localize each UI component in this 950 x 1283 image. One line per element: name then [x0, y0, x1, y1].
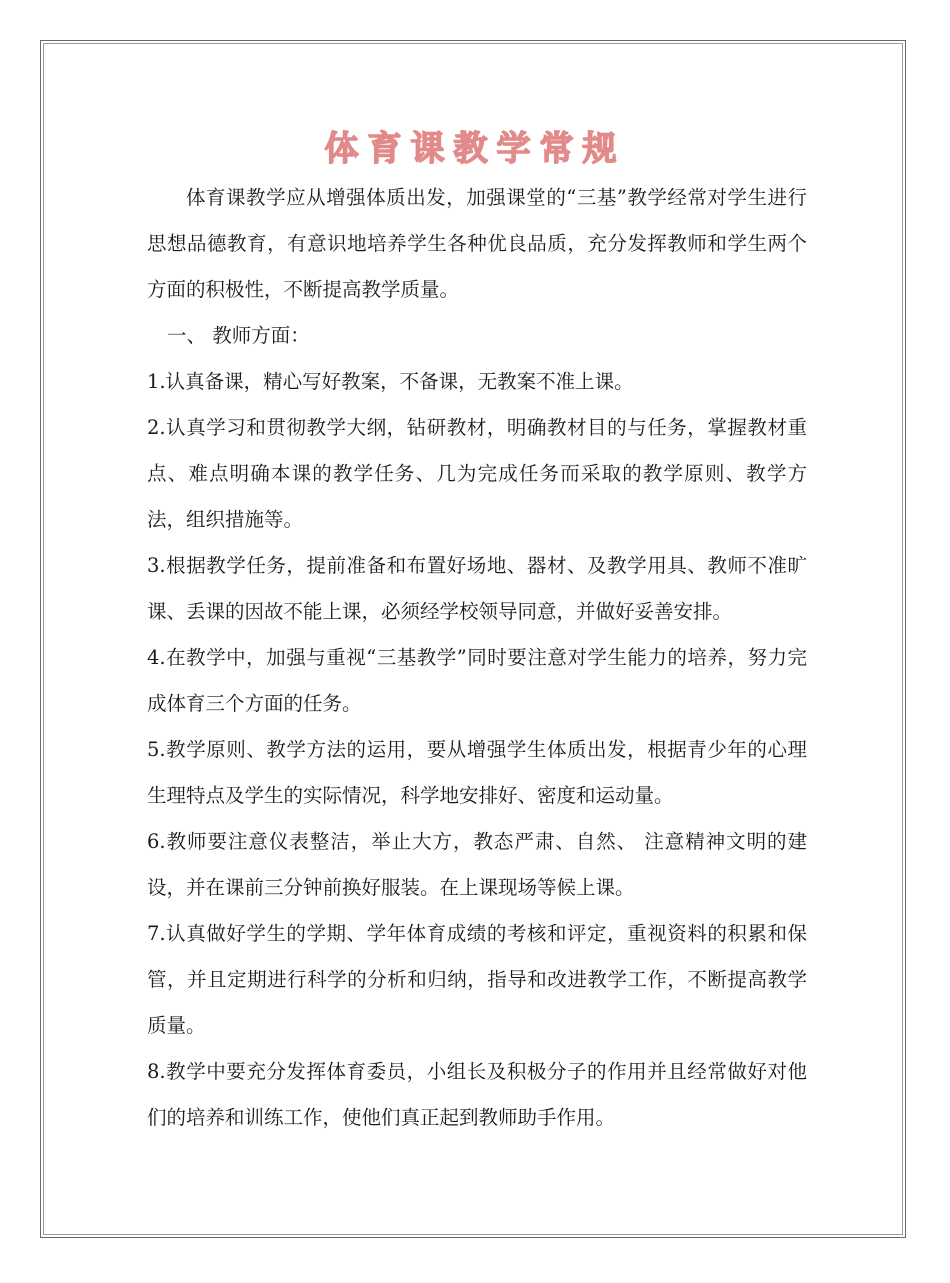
intro-paragraph: 体育课教学应从增强体质出发，加强课堂的“三基”教学经常对学生进行思想品德教育，有意识地培养学生各种优良品质，充分发挥教师和学生两个方面的积极性，不断提高教学质量。 — [147, 186, 807, 301]
document-body — [147, 175, 807, 1141]
list-item: 3.根据教学任务，提前准备和布置好场地、器材、及教学用具、教师不准旷课、丢课的因故不能上课，必须经学校领导同意，并做好妥善安排。 — [147, 554, 807, 623]
list-item: 1.认真备课，精心写好教案，不备课，无教案不准上课。 — [147, 370, 634, 393]
list-item: 4.在教学中，加强与重视“三基教学”同时要注意对学生能力的培养，努力完成体育三个方面的任务。 — [147, 646, 807, 715]
list-item: 6.教师要注意仪表整洁，举止大方，教态严肃、自然、 注意精神文明的建设，并在课前三分钟前换好服装。在上课现场等候上课。 — [147, 830, 807, 899]
list-item: 7.认真做好学生的学期、学年体育成绩的考核和评定，重视资料的积累和保管，并且定期进行科学的分析和归纳，指导和改进教学工作，不断提高教学质量。 — [147, 922, 807, 1037]
document-title: 体育课教学常规 — [324, 129, 626, 169]
section-heading: 一、 教师方面： — [167, 324, 310, 347]
list-item: 5.教学原则、教学方法的运用，要从增强学生体质出发，根据青少年的心理生理特点及学生的实际情况，科学地安排好、密度和运动量。 — [147, 738, 807, 807]
list-item: 2.认真学习和贯彻教学大纲，钻研教材，明确教材目的与任务，掌握教材重点、难点明确本课的教学任务、几为完成任务而采取的教学原则、教学方法，组织措施等。 — [147, 416, 807, 531]
list-item: 8.教学中要充分发挥体育委员，小组长及积极分子的作用并且经常做好对他们的培养和训练工作，使他们真正起到教师助手作用。 — [147, 1060, 807, 1129]
